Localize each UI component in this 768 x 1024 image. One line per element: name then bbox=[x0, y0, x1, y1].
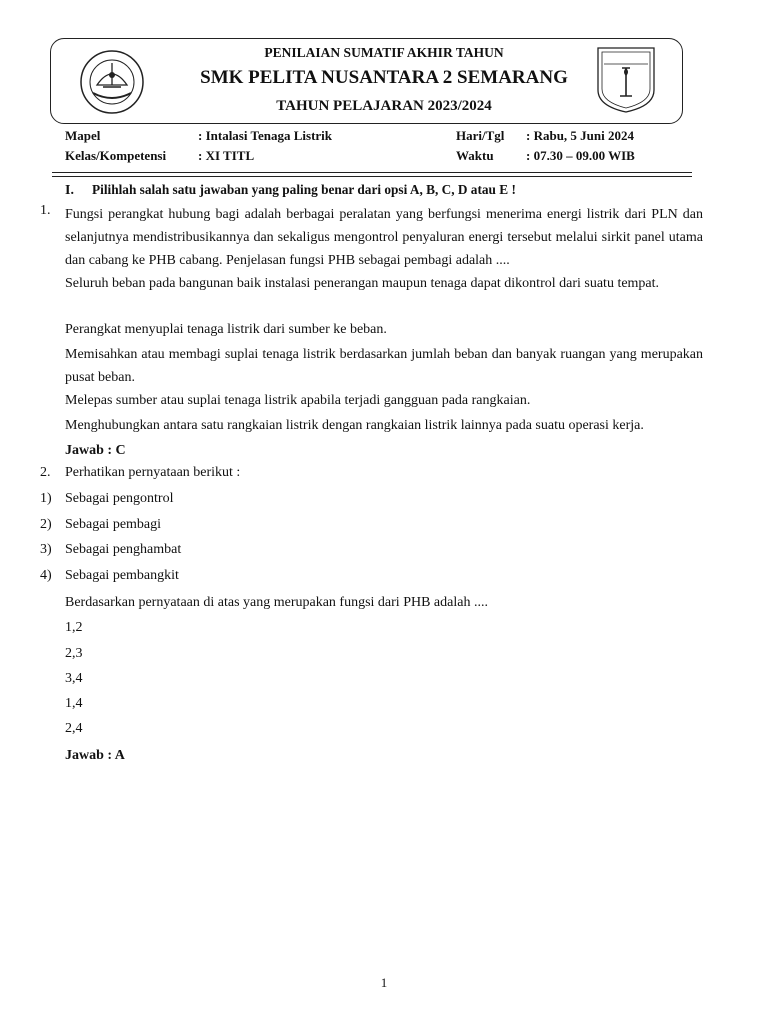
answer-option: Seluruh beban pada bangunan baik instalasi penerangan maupun tenaga dapat dikontrol dari suatu tempat. bbox=[65, 276, 660, 291]
answer-option: 2,4 bbox=[65, 721, 83, 736]
answer-option: Perangkat menyuplai tenaga listrik dari sumber ke beban. bbox=[65, 322, 387, 337]
statement-number: 1) bbox=[40, 491, 52, 506]
divider-line bbox=[52, 172, 692, 173]
question-text: Perhatikan pernyataan berikut : bbox=[65, 465, 241, 480]
answer-option: Melepas sumber atau suplai tenaga listrik apabila terjadi gangguan pada rangkaian. bbox=[65, 393, 531, 408]
divider-line bbox=[52, 176, 692, 177]
statement-text: Sebagai pembangkit bbox=[65, 568, 179, 583]
answer-option: Memisahkan atau membagi suplai tenaga listrik berdasarkan jumlah beban dan banyak ruangan yang merupakan pusat beban. bbox=[65, 347, 703, 385]
academic-year: TAHUN PELAJARAN 2023/2024 bbox=[276, 98, 492, 114]
statement-number: 4) bbox=[40, 568, 52, 583]
statement-number: 3) bbox=[40, 542, 52, 557]
answer-key: Jawab : C bbox=[65, 443, 126, 458]
kelas-value: : XI TITL bbox=[198, 148, 255, 163]
waktu-value: : 07.30 – 09.00 WIB bbox=[526, 148, 635, 163]
mapel-value: : Intalasi Tenaga Listrik bbox=[198, 128, 333, 143]
answer-key: Jawab : A bbox=[65, 748, 125, 763]
hari-label: Hari/Tgl bbox=[456, 128, 505, 143]
answer-option: 1,4 bbox=[65, 696, 83, 711]
answer-option: 2,3 bbox=[65, 646, 83, 661]
section-instruction: Pilihlah salah satu jawaban yang paling benar dari opsi A, B, C, D atau E ! bbox=[92, 182, 516, 197]
hari-value: : Rabu, 5 Juni 2024 bbox=[526, 128, 634, 143]
answer-option: 3,4 bbox=[65, 671, 83, 686]
waktu-label: Waktu bbox=[456, 148, 494, 163]
answer-option: Menghubungkan antara satu rangkaian listrik dengan rangkaian listrik lainnya pada suatu operasi kerja. bbox=[65, 418, 644, 433]
answer-option: 1,2 bbox=[65, 620, 83, 635]
statement-text: Sebagai pengontrol bbox=[65, 491, 174, 506]
school-name: SMK PELITA NUSANTARA 2 SEMARANG bbox=[200, 67, 568, 88]
mapel-label: Mapel bbox=[65, 128, 101, 143]
section-number: I. bbox=[65, 183, 74, 198]
question-text: Fungsi perangkat hubung bagi adalah berbagai peralatan yang berfungsi menerima energi listrik dari PLN dan selanjutnya mendistribusikannya dan sekaligus mengontrol penyaluran energi tersebut melalui sirkit panel utama dan cabang ke PHB cabang. Penjelasan fungsi PHB sebagai pembagi adalah .... bbox=[65, 207, 703, 268]
question-number: 1. bbox=[40, 203, 51, 218]
statement-text: Sebagai pembagi bbox=[65, 517, 162, 532]
section-heading bbox=[65, 182, 516, 199]
kelas-label: Kelas/Kompetensi bbox=[65, 148, 167, 163]
statement-text: Sebagai penghambat bbox=[65, 542, 182, 557]
question-number: 2. bbox=[40, 465, 51, 480]
page-number: 1 bbox=[380, 975, 388, 990]
statement-number: 2) bbox=[40, 517, 52, 532]
exam-title: PENILAIAN SUMATIF AKHIR TAHUN bbox=[264, 45, 504, 60]
question-prompt: Berdasarkan pernyataan di atas yang merupakan fungsi dari PHB adalah .... bbox=[65, 595, 488, 610]
